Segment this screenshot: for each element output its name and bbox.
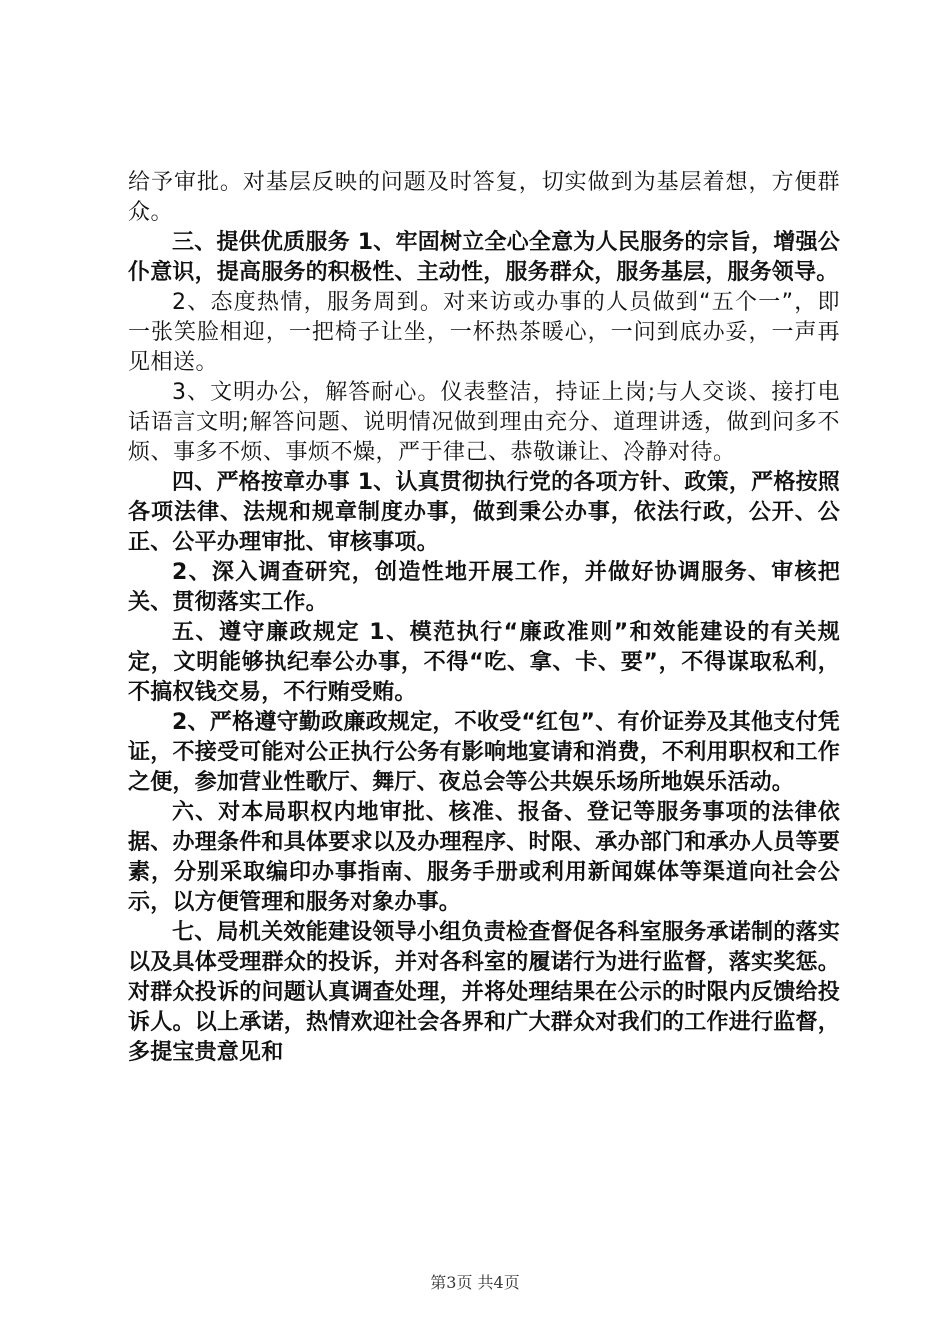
paragraph-10: 七、局机关效能建设领导小组负责检查督促各科室服务承诺制的落实以及具体受理群众的投诉，并对各科室的履诺行为进行监督，落实奖惩。对群众投诉的问题认真调查处理，并将处理结果在公示的时限内反馈给投诉人。以上承诺，热情欢迎社会各界和广大群众对我们的工作进行监督，多提宝贵意见和 [128, 920, 840, 1065]
paragraph-4: 3、文明办公，解答耐心。仪表整洁，持证上岗;与人交谈、接打电话语言文明;解答问题、说明情况做到理由充分、道理讲透，做到问多不烦、事多不烦、事烦不燥，严于律己、恭敬谦让、冷静对待。 [128, 380, 840, 465]
paragraph-9: 六、对本局职权内地审批、核准、报备、登记等服务事项的法律依据、办理条件和具体要求以及办理程序、时限、承办部门和承办人员等要素，分别采取编印办事指南、服务手册或利用新闻媒体等渠道向社会公示，以方便管理和服务对象办事。 [128, 800, 840, 915]
paragraph-8: 2、严格遵守勤政廉政规定，不收受“红包”、有价证券及其他支付凭证，不接受可能对公正执行公务有影响地宴请和消费，不利用职权和工作之便，参加营业性歌厅、舞厅、夜总会等公共娱乐场所地娱乐活动。 [128, 710, 840, 795]
paragraph-7: 五、遵守廉政规定 1、模范执行“廉政准则”和效能建设的有关规定，文明能够执纪奉公办事，不得“吃、拿、卡、要”，不得谋取私利，不搞权钱交易，不行贿受贿。 [128, 620, 840, 705]
paragraph-5: 四、严格按章办事 1、认真贯彻执行党的各项方针、政策，严格按照各项法律、法规和规章制度办事，做到秉公办事，依法行政，公开、公正、公平办理审批、审核事项。 [128, 470, 840, 555]
paragraph-1: 给予审批。对基层反映的问题及时答复，切实做到为基层着想，方便群众。 [128, 170, 840, 225]
paragraph-3: 2、态度热情，服务周到。对来访或办事的人员做到“五个一”，即一张笑脸相迎，一把椅子让坐，一杯热茶暖心，一问到底办妥，一声再见相送。 [128, 290, 840, 375]
paragraph-6: 2、深入调查研究，创造性地开展工作，并做好协调服务、审核把关、贯彻落实工作。 [128, 560, 840, 615]
page-number-footer: 第3页 共4页 [430, 1273, 520, 1292]
paragraph-2: 三、提供优质服务 1、牢固树立全心全意为人民服务的宗旨，增强公仆意识，提高服务的积极性、主动性，服务群众，服务基层，服务领导。 [128, 230, 840, 285]
document-body [128, 168, 840, 1068]
